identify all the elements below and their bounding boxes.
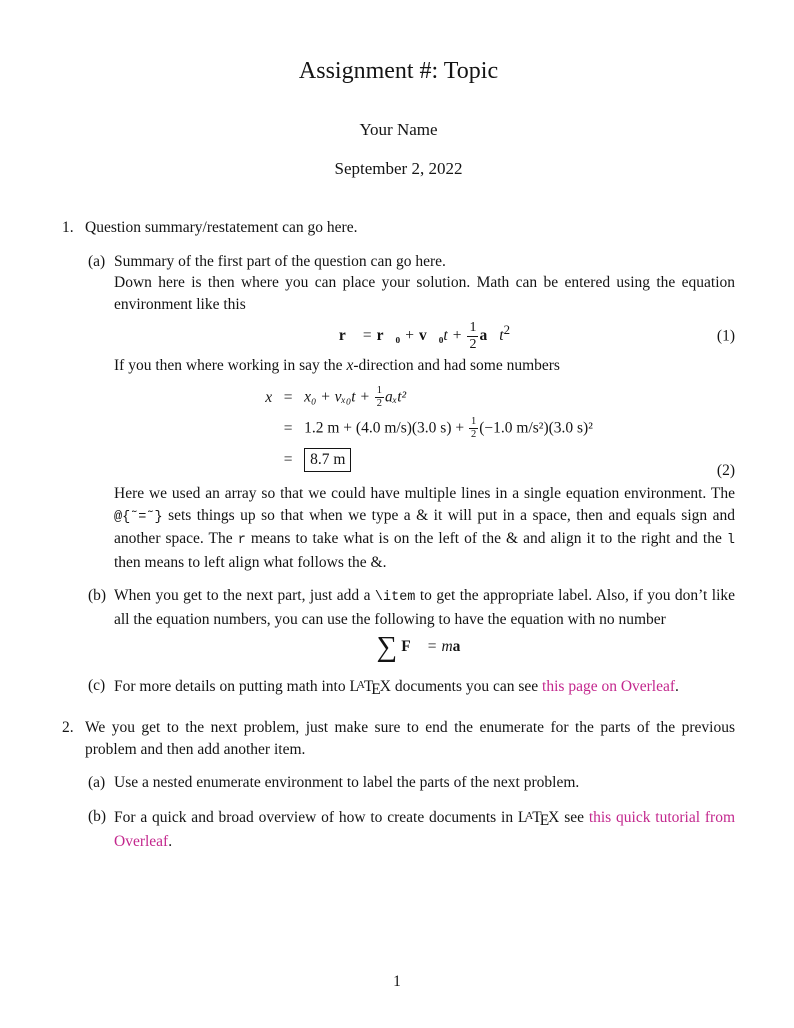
part-1a: [88, 251, 735, 574]
equation-2: [114, 384, 735, 479]
code-item-command: \item: [374, 590, 416, 606]
document-date: September 2, 2022: [334, 158, 463, 178]
fraction-one-half: $\frac{1}{2}$: [469, 320, 477, 353]
part-1c-text: For more details on putting math into LATEX documents you can see this page on Overleaf.: [114, 677, 679, 698]
equation-2-number: (2): [716, 461, 735, 479]
page-number: 1: [393, 973, 401, 990]
part-1a-solution-text: Down here is then where you can place your solution. Math can be entered using the equation environment like this: [114, 274, 735, 313]
enumerate-item-1: [62, 217, 735, 700]
part-1b: [88, 585, 735, 663]
equation-2-row-1: [256, 386, 593, 410]
plus-sign: +: [405, 327, 414, 345]
equation-2-row-2: [256, 417, 593, 441]
code-r: r: [237, 533, 246, 549]
item-2-number: 2.: [62, 719, 74, 737]
fraction-one-half: $\frac{1}{2}$: [471, 415, 477, 441]
newton-second-law-equation: [114, 631, 735, 664]
variable-t: t: [443, 327, 448, 345]
vector-a: a⃗: [452, 638, 473, 656]
document-author: Your Name: [359, 120, 438, 139]
variable-x: x: [346, 357, 354, 375]
equals-sign: =: [283, 419, 293, 437]
latex-logo: LATEX: [517, 808, 560, 829]
variable-t: t: [499, 327, 504, 345]
part-1b-label: (b): [88, 587, 107, 605]
vector-r: r⃗: [338, 327, 358, 345]
part-2a-text: Use a nested enumerate environment to label the parts of the next problem.: [114, 774, 580, 792]
equation-1: [114, 319, 735, 352]
item-2-summary: We you get to the next problem, just make sure to end the enumerate for the parts of the previous problem and then add another item.: [85, 719, 735, 758]
code-array-colspec: @{˜=˜}: [114, 509, 163, 525]
vector-a: a⃗: [479, 327, 500, 345]
equals-sign: =: [362, 327, 372, 345]
equals-sign: =: [283, 451, 293, 469]
boxed-answer: 8.7 m: [304, 448, 351, 473]
part-2b-label: (b): [88, 807, 107, 825]
item-1-number: 1.: [62, 219, 74, 236]
text-block: [62, 0, 735, 853]
summation-sign: ∑: [376, 631, 398, 664]
part-1c: [88, 675, 735, 701]
latex-logo: LATEX: [349, 677, 391, 698]
fraction-one-half: $\frac{1}{2}$: [376, 384, 383, 410]
part-1a-explanation: Here we used an array so that we could have multiple lines in a single equation environment. The @{˜=˜} sets things up so that when we type a & it will put in a space, then and equals sign and another space. The r means to take what is on the left of the & and align it to the right and the l then means to left align what follows the &.: [114, 485, 736, 571]
plus-sign: +: [452, 327, 462, 345]
variable-x: x: [265, 388, 273, 406]
enumerate-item-2: [62, 717, 735, 853]
part-2a-label: (a): [88, 774, 106, 792]
document-title: Assignment #: Topic: [298, 58, 499, 84]
equation-2-row-1-rhs: x₀ + vₓ₀t + $\frac{1}{2}$ aₓt²: [304, 384, 407, 410]
vector-F: F⃗: [401, 638, 423, 656]
part-2b-text: For a quick and broad overview of how to create documents in LATEX see this quick tutorial from Overleaf.: [114, 808, 736, 851]
part-1c-label: (c): [88, 676, 106, 694]
vector-r0: r⃗₀: [376, 327, 401, 345]
exponent-2: 2: [503, 322, 511, 337]
overleaf-tutorial-link[interactable]: this quick tutorial from Overleaf: [114, 808, 736, 851]
part-2b: [88, 806, 735, 853]
equation-2-row-3: [256, 448, 593, 473]
equation-1-number: (1): [716, 326, 735, 344]
variable-m: m: [441, 638, 453, 656]
vector-v0: v⃗₀: [418, 327, 444, 345]
part-1a-label: (a): [88, 252, 106, 270]
equation-2-array: [256, 386, 593, 473]
equation-2-row-2-rhs: 1.2 m + (4.0 m/s)(3.0 s) + $\frac{1}{2}$ (−1.0 m/s²)(3.0 s)²: [304, 415, 593, 441]
item-1-summary: Question summary/restatement can go here.: [85, 219, 358, 236]
part-1a-between-text: If you then where working in say the x-direction and had some numbers: [114, 357, 560, 375]
equals-sign: =: [283, 388, 293, 406]
equation-1-body: [114, 319, 735, 352]
part-2a: [88, 772, 735, 794]
part-1b-text: When you get to the next part, just add a \item to get the appropriate label. Also, if you don’t like all the equation numbers, you can use the following to have the equation with no number: [114, 587, 736, 628]
code-l: l: [726, 533, 736, 549]
part-1a-intro: Summary of the first part of the question can go here.: [114, 252, 446, 270]
equals-sign: =: [427, 638, 437, 656]
overleaf-math-link[interactable]: this page on Overleaf: [542, 677, 676, 695]
